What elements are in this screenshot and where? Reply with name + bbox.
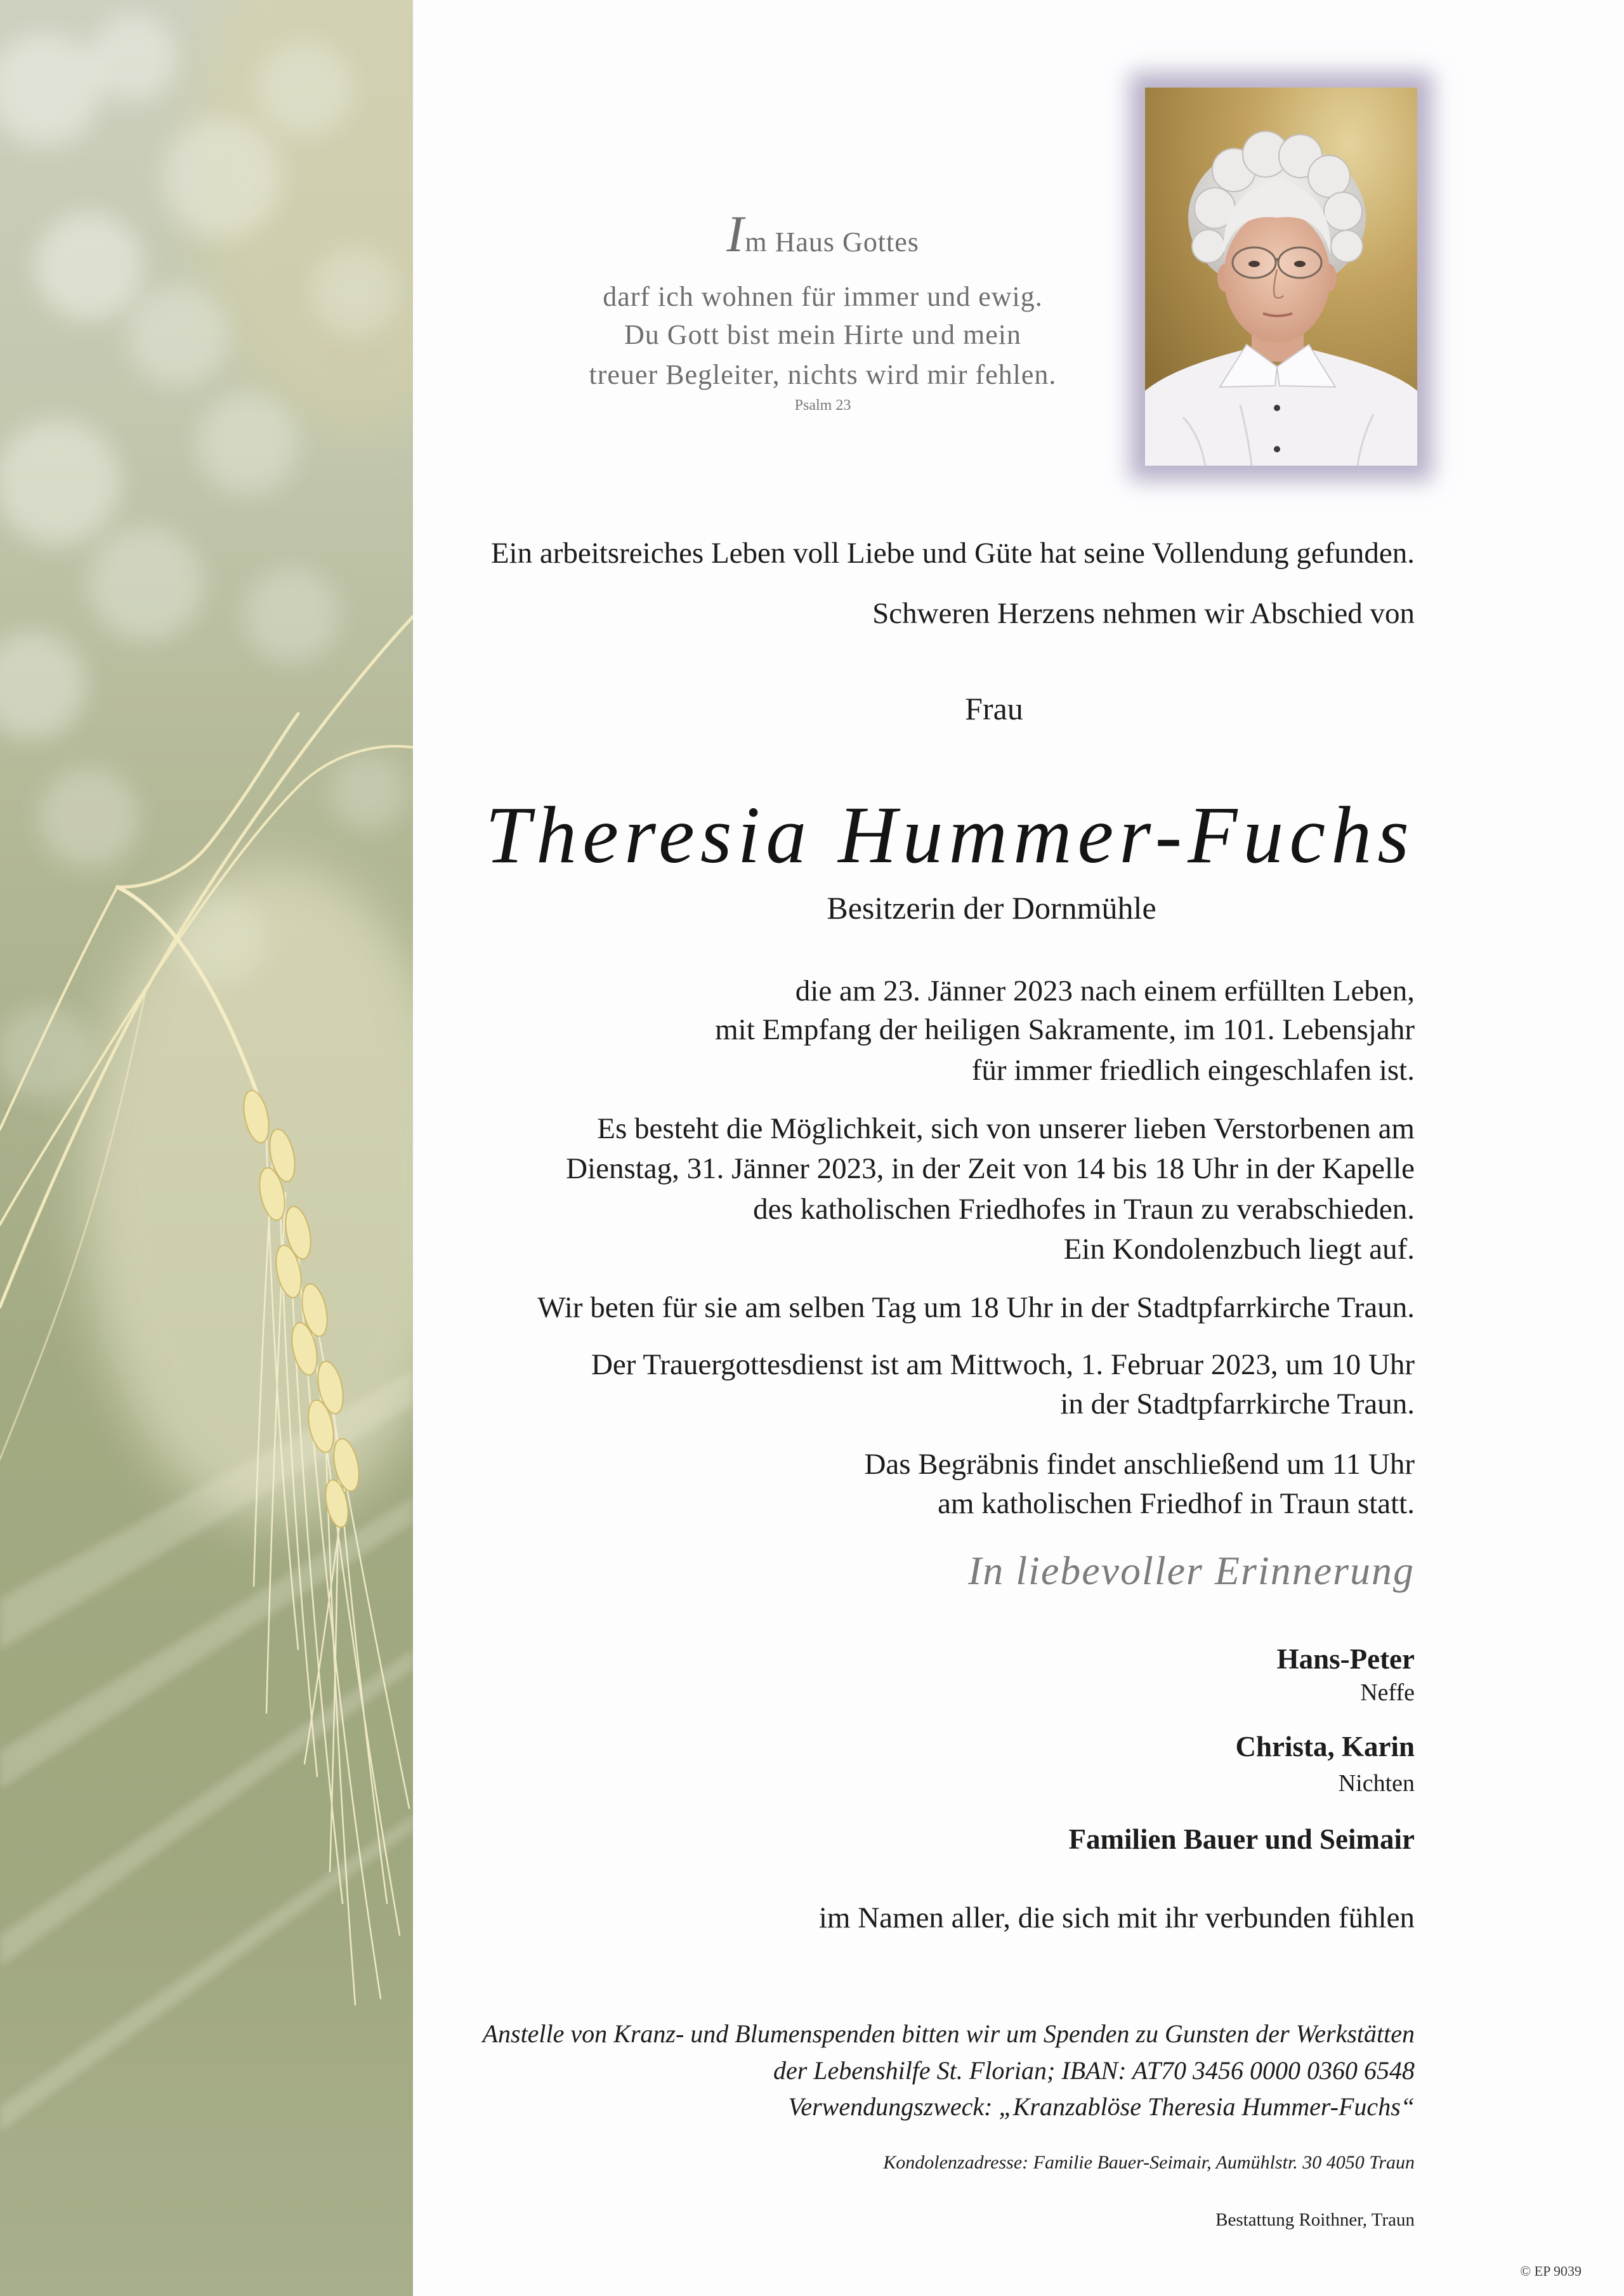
condolence-address: Kondolenzadresse: Familie Bauer-Seimair, Aumühlstr. 30 4050 Traun [883, 2152, 1415, 2173]
death-notice-line: mit Empfang der heiligen Sakramente, im 101. Lebensjahr [715, 1013, 1415, 1046]
death-notice-line: für immer friedlich eingeschlafen ist. [971, 1054, 1415, 1087]
barley-ear-illustration [0, 0, 413, 2296]
donation-line: der Lebenshilfe St. Florian; IBAN: AT70 3456 0000 0360 6548 [773, 2056, 1415, 2085]
undertaker: Bestattung Roithner, Traun [1215, 2210, 1415, 2230]
mourner-name: Christa, Karin [1235, 1731, 1415, 1762]
burial-line: Das Begräbnis findet anschließend um 11 Uhr [864, 1448, 1415, 1481]
intro-line: Schweren Herzens nehmen wir Abschied von [872, 597, 1415, 630]
deceased-description: Besitzerin der Dornmühle [827, 890, 1156, 926]
reference-number: © EP 9039 [1520, 2263, 1581, 2279]
verse-line: Du Gott bist mein Hirte und mein [624, 319, 1021, 350]
verse-line: darf ich wohnen für immer und ewig. [603, 281, 1043, 312]
remembrance-line: In liebevoller Erinnerung [967, 1548, 1415, 1593]
mourner-relation: Nichten [1338, 1770, 1415, 1797]
portrait-image [1145, 88, 1417, 466]
viewing-line: Es besteht die Möglichkeit, sich von unserer lieben Verstorbenen am [597, 1112, 1415, 1145]
death-notice-line: die am 23. Jänner 2023 nach einem erfüllten Leben, [795, 974, 1415, 1007]
barley-photo-panel [0, 0, 413, 2296]
viewing-line: des katholischen Friedhofes in Traun zu verabschieden. [753, 1193, 1415, 1226]
donation-line: Anstelle von Kranz- und Blumenspenden bitten wir um Spenden zu Gunsten der Werkstätten [482, 2019, 1415, 2048]
salutation: Frau [965, 691, 1023, 726]
viewing-line: Ein Kondolenzbuch liegt auf. [1063, 1233, 1415, 1266]
prayer-line: Wir beten für sie am selben Tag um 18 Uhr in der Stadtpfarrkirche Traun. [537, 1291, 1415, 1324]
verse-title: Im Haus Gottes [726, 205, 919, 263]
verse-source: Psalm 23 [794, 397, 851, 414]
intro-line: Ein arbeitsreiches Leben voll Liebe und Güte hat seine Vollendung gefunden. [490, 537, 1415, 570]
funeral-mass-line: Der Trauergottesdienst ist am Mittwoch, 1. Februar 2023, um 10 Uhr [591, 1348, 1415, 1381]
portrait-photo [1145, 88, 1417, 466]
funeral-mass-line: in der Stadtpfarrkirche Traun. [1060, 1387, 1415, 1420]
closing-line: im Namen aller, die sich mit ihr verbunden fühlen [818, 1901, 1415, 1934]
mourner-relation: Neffe [1360, 1679, 1415, 1706]
deceased-name: Theresia Hummer-Fuchs [485, 790, 1415, 880]
mourner-name: Familien Bauer und Seimair [1068, 1823, 1415, 1855]
verse-line: treuer Begleiter, nichts wird mir fehlen. [589, 359, 1057, 390]
mourner-name: Hans-Peter [1276, 1643, 1415, 1675]
donation-line: Verwendungszweck: „Kranzablöse Theresia Hummer-Fuchs“ [788, 2092, 1415, 2121]
burial-line: am katholischen Friedhof in Traun statt. [938, 1487, 1415, 1520]
viewing-line: Dienstag, 31. Jänner 2023, in der Zeit von 14 bis 18 Uhr in der Kapelle [566, 1152, 1415, 1185]
